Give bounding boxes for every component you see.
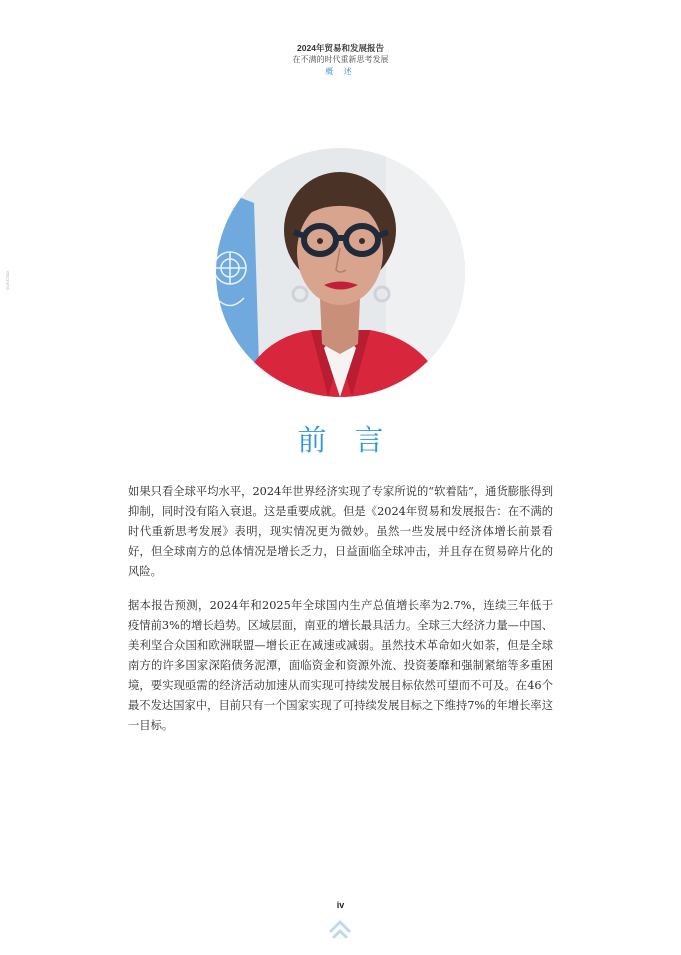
portrait-photo: [216, 148, 465, 397]
chevron-up-icon[interactable]: [329, 916, 351, 938]
photo-credit: [5, 240, 17, 300]
report-title: 2024年贸易和发展报告: [297, 43, 384, 53]
page-header: [0, 42, 681, 78]
chevron-up-glyph: [329, 916, 351, 938]
page-number: iv: [336, 900, 345, 910]
portrait-illustration: [216, 148, 465, 397]
section-label[interactable]: 概 述: [325, 67, 356, 76]
un-flag: [216, 188, 260, 397]
foreword-paragraph: 据本报告预测，2024年和2025年全球国内生产总值增长率为2.7%，连续三年低于疫情前3%的增长趋势。区域层面，南亚的增长最具活力。全球三大经济力量—中国、美利坚合众国和欧洲联盟—增长正在减速或减弱。虽然技术革命如火如荼，但是全球南方的许多国家深陷债务泥潭，面临资金和资源外流、投资萎靡和强制紧缩等多重困境，要实现亟需的经济活动加速从而实现可持续发展目标依然可望而不可及。在46个最不发达国家中，目前只有一个国家实现了可持续发展目标之下维持7%的年增长率这一目标。: [128, 599, 553, 732]
foreword-body: [128, 482, 553, 750]
photo-credit-text: ©UNCTAD: [5, 270, 10, 290]
foreword-title: 前言: [297, 423, 412, 457]
foreword-paragraph: 如果只看全球平均水平，2024年世界经济实现了专家所说的“软着陆”，通货膨胀得到抑制，同时没有陷入衰退。这是重要成就。但是《2024年贸易和发展报告：在不满的时代重新思考发展》表明，现实情况更为微妙。虽然一些发展中经济体增长前景看好，但全球南方的总体情况是增长乏力，日益面临全球冲击，并且存在贸易碎片化的风险。: [128, 485, 553, 578]
report-subtitle: 在不满的时代重新思考发展: [292, 55, 389, 64]
